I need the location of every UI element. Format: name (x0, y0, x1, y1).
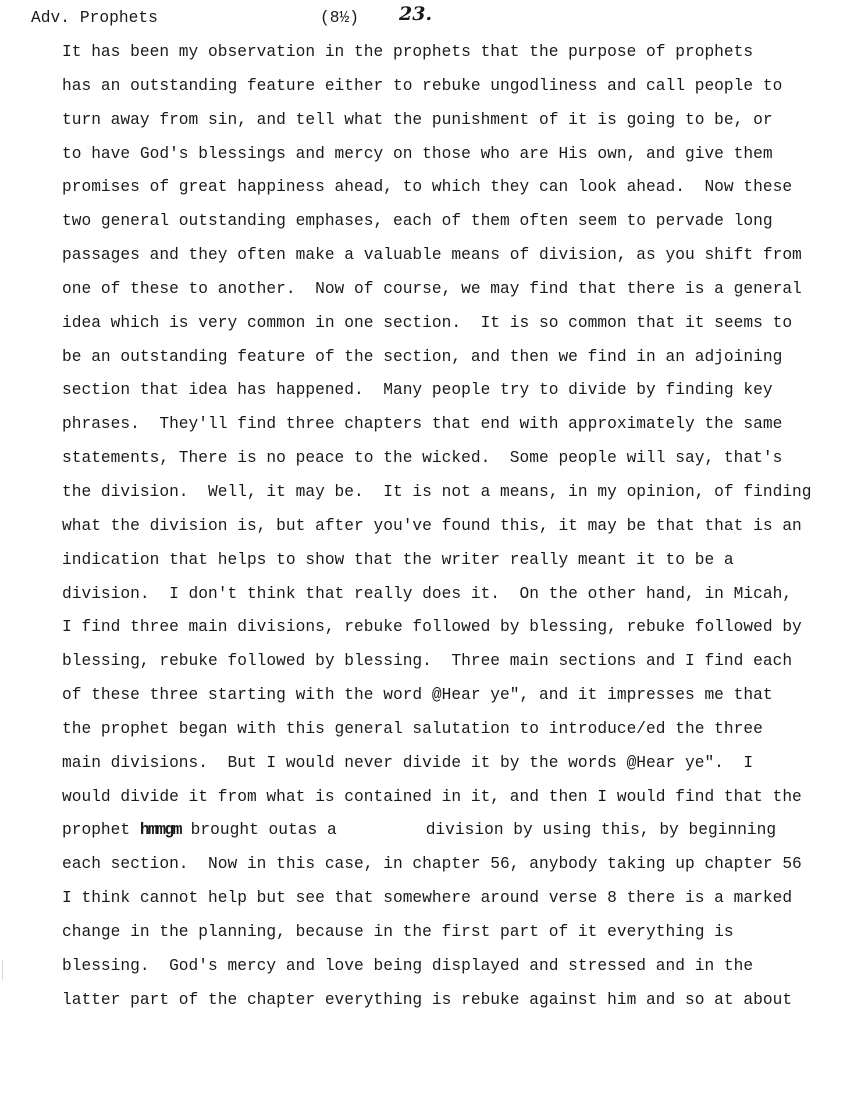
text-line: turn away from sin, and tell what the punishment of it is going to be, or (62, 110, 773, 129)
margin-mark (2, 960, 5, 980)
text-line: each section. Now in this case, in chapter 56, anybody taking up chapter 56 (62, 855, 802, 874)
text-line: passages and they often make a valuable means of division, as you shift from (62, 246, 802, 265)
page-header (31, 5, 831, 31)
text-line: latter part of the chapter everything is rebuke against him and so at about (62, 990, 793, 1009)
text-fragment: division by using this, by beginning (425, 821, 777, 840)
text-line: It has been my observation in the prophets that the purpose of prophets (62, 43, 754, 61)
struck-text: hmmgm (139, 821, 181, 840)
text-line: I find three main divisions, rebuke followed by blessing, rebuke followed by (62, 618, 802, 637)
text-line: has an outstanding feature either to rebuke ungodliness and call people to (62, 76, 783, 95)
text-line: the prophet began with this general salutation to introduce/ed the three (62, 719, 763, 738)
text-line: two general outstanding emphases, each of them often seem to pervade long (62, 212, 773, 231)
text-line: would divide it from what is contained in it, and then I would find that the (62, 787, 802, 806)
text-line-with-gap (62, 814, 842, 848)
text-line: promises of great happiness ahead, to which they can look ahead. Now these (62, 178, 793, 197)
text-line: the division. Well, it may be. It is not a means, in my opinion, of finding (62, 482, 812, 501)
text-line: to have God's blessings and mercy on those who are His own, and give them (62, 144, 773, 163)
text-line: blessing. God's mercy and love being displayed and stressed and in the (62, 956, 754, 975)
text-line: be an outstanding feature of the section, and then we find in an adjoining (62, 347, 783, 366)
page-number: 23. (399, 3, 433, 25)
text-line: idea which is very common in one section. It is so common that it seems to (62, 313, 793, 332)
text-line: blessing, rebuke followed by blessing. Three main sections and I find each (62, 652, 793, 671)
text-line: of these three starting with the word @Hear ye", and it impresses me that (62, 686, 773, 705)
text-line: change in the planning, because in the first part of it everything is (62, 922, 734, 941)
text-line: division. I don't think that really does it. On the other hand, in Micah, (62, 584, 793, 603)
document-body (62, 36, 842, 1017)
text-line: I think cannot help but see that somewhere around verse 8 there is a marked (62, 889, 793, 908)
text-fragment: brought outas a (180, 821, 337, 840)
text-line: what the division is, but after you've found this, it may be that that is an (62, 516, 802, 535)
text-line: phrases. They'll find three chapters that end with approximately the same (62, 415, 783, 434)
page-reference: (8½) (320, 9, 360, 27)
text-line: indication that helps to show that the writer really meant it to be a (62, 550, 734, 569)
document-title: Adv. Prophets (31, 9, 158, 27)
text-fragment: prophet (62, 821, 140, 840)
text-line: section that idea has happened. Many people try to divide by finding key (62, 381, 773, 400)
text-line: statements, There is no peace to the wicked. Some people will say, that's (62, 449, 783, 468)
text-line: main divisions. But I would never divide it by the words @Hear ye". I (62, 753, 754, 772)
text-line: one of these to another. Now of course, we may find that there is a general (62, 279, 802, 298)
